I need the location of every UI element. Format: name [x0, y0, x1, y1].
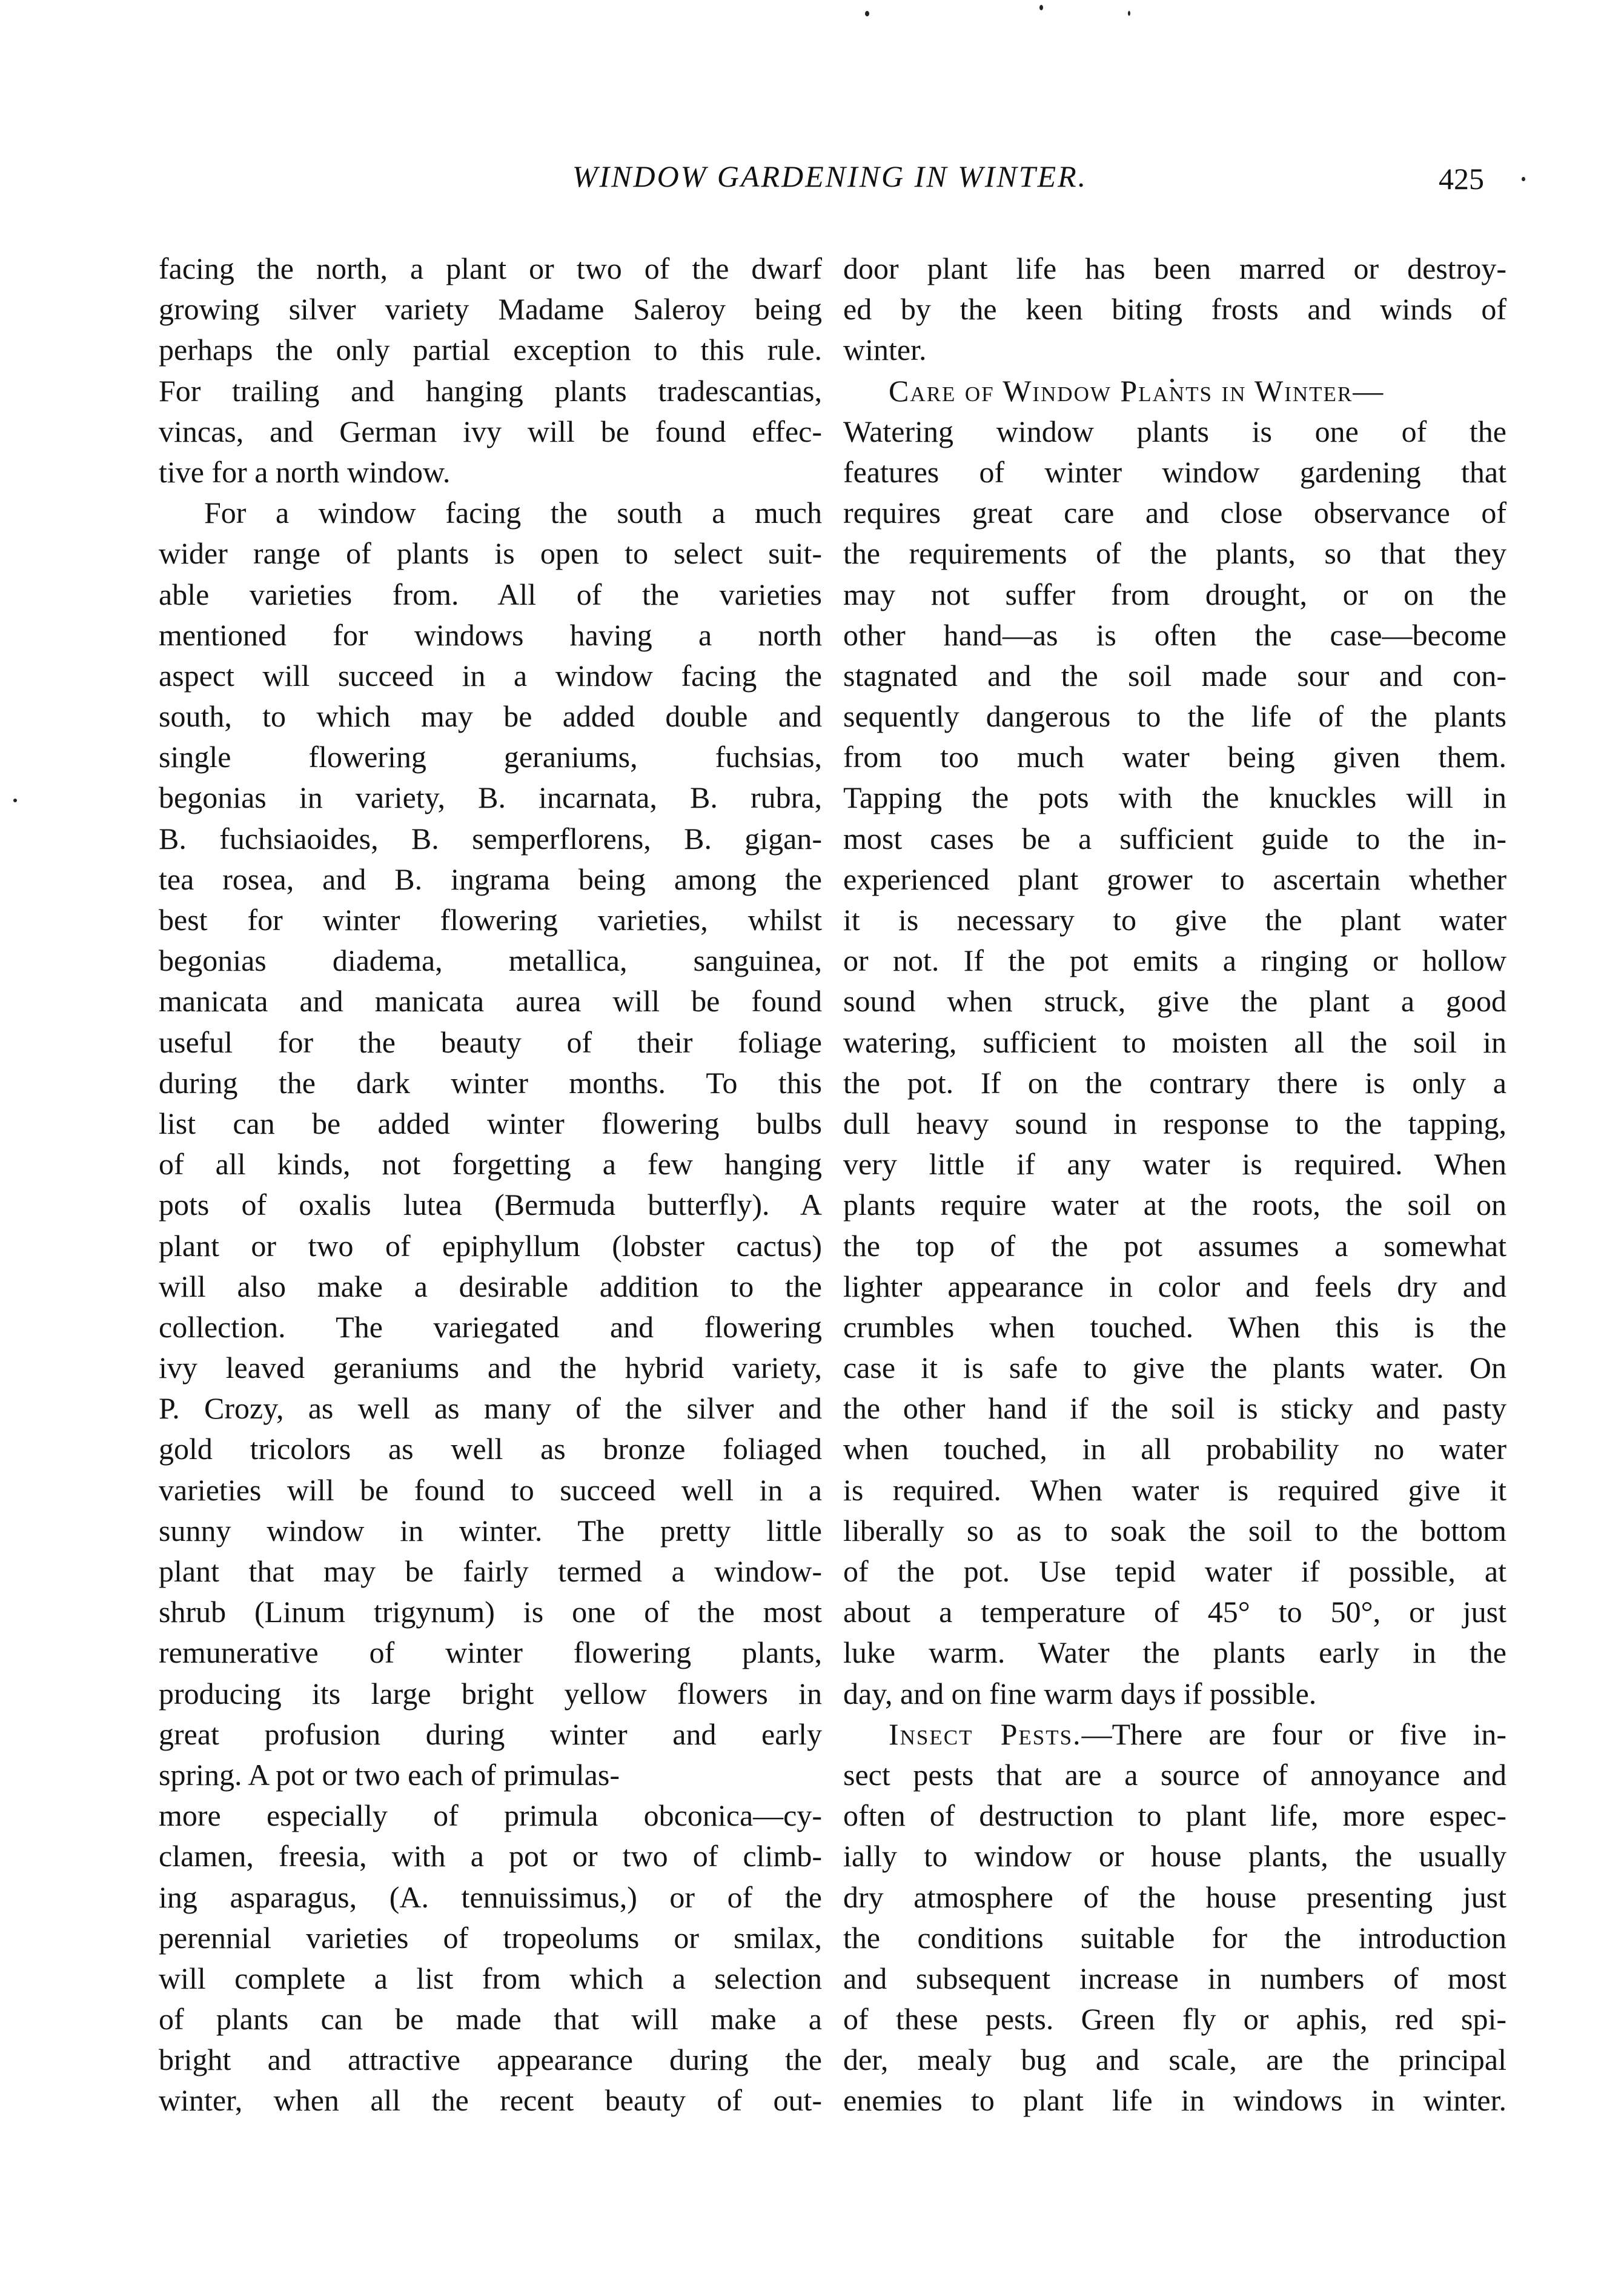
text-line: case it is safe to give the plants water. On [843, 1351, 1506, 1385]
text-line: ially to window or house plants, the usually [843, 1839, 1506, 1874]
text-line: the top of the pot assumes a somewhat [843, 1228, 1506, 1263]
text-line: B. fuchsiaoides, B. semperflorens, B. gigan- [159, 821, 822, 856]
text-line: experienced plant grower to ascertain whether [843, 862, 1506, 896]
section-heading-care-text: Care of Window Plants in Winter— [889, 373, 1385, 408]
text-line: Watering window plants is one of the [843, 414, 1506, 448]
section-heading-pests-line [843, 1714, 1506, 1755]
text-line: when touched, in all probability no water [843, 1432, 1506, 1466]
text-line: winter. [843, 333, 927, 367]
text-line: perhaps the only partial exception to this rule. [159, 333, 822, 367]
pests-first-line-text: —There are four or five in- [1081, 1717, 1506, 1751]
text-line: often of destruction to plant life, more espec- [843, 1798, 1506, 1833]
text-line: best for winter flowering varieties, whilst [159, 903, 822, 937]
text-line: stagnated and the soil made sour and con- [843, 658, 1506, 693]
text-line: collection. The variegated and flowering [159, 1309, 822, 1344]
text-line: the pot. If on the contrary there is only a [843, 1065, 1506, 1100]
text-line: dry atmosphere of the house presenting just [843, 1880, 1506, 1914]
text-line: der, mealy bug and scale, are the principal [843, 2043, 1506, 2077]
text-line: door plant life has been marred or destroy- [843, 251, 1506, 285]
text-line: south, to which may be added double and [159, 699, 822, 734]
text-line: more especially of primula obconica—cy- [159, 1798, 822, 1833]
text-line: begonias diadema, metallica, sanguinea, [159, 943, 822, 978]
text-line: tea rosea, and B. ingrama being among the [159, 862, 822, 896]
text-line: ivy leaved geraniums and the hybrid variety, [159, 1351, 822, 1385]
running-head-title: WINDOW GARDENING IN WINTER. [572, 159, 1088, 193]
text-line: of plants can be made that will make a [159, 2002, 822, 2037]
text-line: requires great care and close observance of [843, 496, 1506, 530]
text-line: growing silver variety Madame Saleroy being [159, 292, 822, 327]
text-line: ed by the keen biting frosts and winds of [843, 292, 1506, 327]
text-line: is required. When water is required give it [843, 1472, 1506, 1507]
text-line: other hand—as is often the case—become [843, 617, 1506, 652]
text-line: lighter appearance in color and feels dry and [843, 1269, 1506, 1303]
text-line: sequently dangerous to the life of the plants [843, 699, 1506, 734]
text-line: very little if any water is required. When [843, 1147, 1506, 1182]
text-line: sect pests that are a source of annoyance and [843, 1757, 1506, 1792]
text-line: manicata and manicata aurea will be found [159, 984, 822, 1019]
text-line: most cases be a sufficient guide to the in- [843, 821, 1506, 856]
text-line: luke warm. Water the plants early in the [843, 1635, 1506, 1670]
text-line: it is necessary to give the plant water [843, 903, 1506, 937]
text-line: producing its large bright yellow flowers in [159, 1676, 822, 1711]
text-line: aspect will succeed in a window facing the [159, 658, 822, 693]
text-line: dull heavy sound in response to the tapping, [843, 1106, 1506, 1140]
text-line: varieties will be found to succeed well in a [159, 1472, 822, 1507]
text-line: enemies to plant life in windows in winter. [843, 2083, 1506, 2118]
paragraph-start-line: For a window facing the south a much [204, 496, 822, 530]
text-line: about a temperature of 45° to 50°, or just [843, 1595, 1506, 1629]
text-line: useful for the beauty of their foliage [159, 1025, 822, 1059]
text-line: plant that may be fairly termed a window- [159, 1554, 822, 1588]
text-line: Tapping the pots with the knuckles will in [843, 780, 1506, 815]
text-line: bright and attractive appearance during the [159, 2043, 822, 2077]
text-line: tive for a north window. [159, 454, 451, 489]
text-line: the requirements of the plants, so that they [843, 536, 1506, 571]
text-line: perennial varieties of tropeolums or smilax, [159, 1920, 822, 1955]
text-line: crumbles when touched. When this is the [843, 1309, 1506, 1344]
text-line: the other hand if the soil is sticky and pasty [843, 1391, 1506, 1426]
text-line: may not suffer from drought, or on the [843, 577, 1506, 611]
text-line: watering, sufficient to moisten all the soil in [843, 1025, 1506, 1059]
text-line: during the dark winter months. To this [159, 1065, 822, 1100]
text-line: the conditions suitable for the introduction [843, 1920, 1506, 1955]
text-line: liberally so as to soak the soil to the bottom [843, 1513, 1506, 1548]
section-heading-pests: Insect Pests. [889, 1717, 1082, 1751]
text-line: single flowering geraniums, fuchsias, [159, 740, 822, 774]
text-line: gold tricolors as well as bronze foliaged [159, 1432, 822, 1466]
text-line: or not. If the pot emits a ringing or hollow [843, 943, 1506, 978]
text-line: features of winter window gardening that [843, 454, 1506, 489]
text-line: great profusion during winter and early [159, 1717, 822, 1751]
text-line: day, and on fine warm days if possible. [843, 1676, 1317, 1711]
text-line: will also make a desirable addition to the [159, 1269, 822, 1303]
text-line: winter, when all the recent beauty of out- [159, 2083, 822, 2118]
text-line: sunny window in winter. The pretty little [159, 1513, 822, 1548]
text-line: pots of oxalis lutea (Bermuda butterfly). A [159, 1188, 822, 1222]
text-line: shrub (Linum trigynum) is one of the most [159, 1595, 822, 1629]
text-line: of the pot. Use tepid water if possible, at [843, 1554, 1506, 1588]
page-number: 425 [1439, 162, 1484, 196]
text-line: able varieties from. All of the varieties [159, 577, 822, 611]
text-line: of these pests. Green fly or aphis, red spi- [843, 2002, 1506, 2037]
text-line: will complete a list from which a selection [159, 1961, 822, 1995]
text-line: begonias in variety, B. incarnata, B. rubra, [159, 780, 822, 815]
right-column [843, 248, 1506, 2121]
text-line: plants require water at the roots, the soil on [843, 1188, 1506, 1222]
text-line: plant or two of epiphyllum (lobster cactus) [159, 1228, 822, 1263]
text-line: sound when struck, give the plant a good [843, 984, 1506, 1019]
text-line: remunerative of winter flowering plants, [159, 1635, 822, 1670]
text-line: clamen, freesia, with a pot or two of climb- [159, 1839, 822, 1874]
left-column [159, 248, 822, 2121]
text-line: list can be added winter flowering bulbs [159, 1106, 822, 1140]
text-line: from too much water being given them. [843, 740, 1506, 774]
text-line: facing the north, a plant or two of the dwarf [159, 251, 822, 285]
text-line: P. Crozy, as well as many of the silver and [159, 1391, 822, 1426]
text-line: For trailing and hanging plants tradescantias, [159, 373, 822, 408]
section-heading-care [843, 371, 1506, 411]
text-line: spring. A pot or two each of primulas- [159, 1757, 620, 1792]
text-line: of all kinds, not forgetting a few hanging [159, 1147, 822, 1182]
text-line: and subsequent increase in numbers of most [843, 1961, 1506, 1995]
text-line: vincas, and German ivy will be found effec- [159, 414, 822, 448]
text-line: mentioned for windows having a north [159, 617, 822, 652]
text-line: ing asparagus, (A. tennuissimus,) or of the [159, 1880, 822, 1914]
text-line: wider range of plants is open to select suit- [159, 536, 822, 571]
